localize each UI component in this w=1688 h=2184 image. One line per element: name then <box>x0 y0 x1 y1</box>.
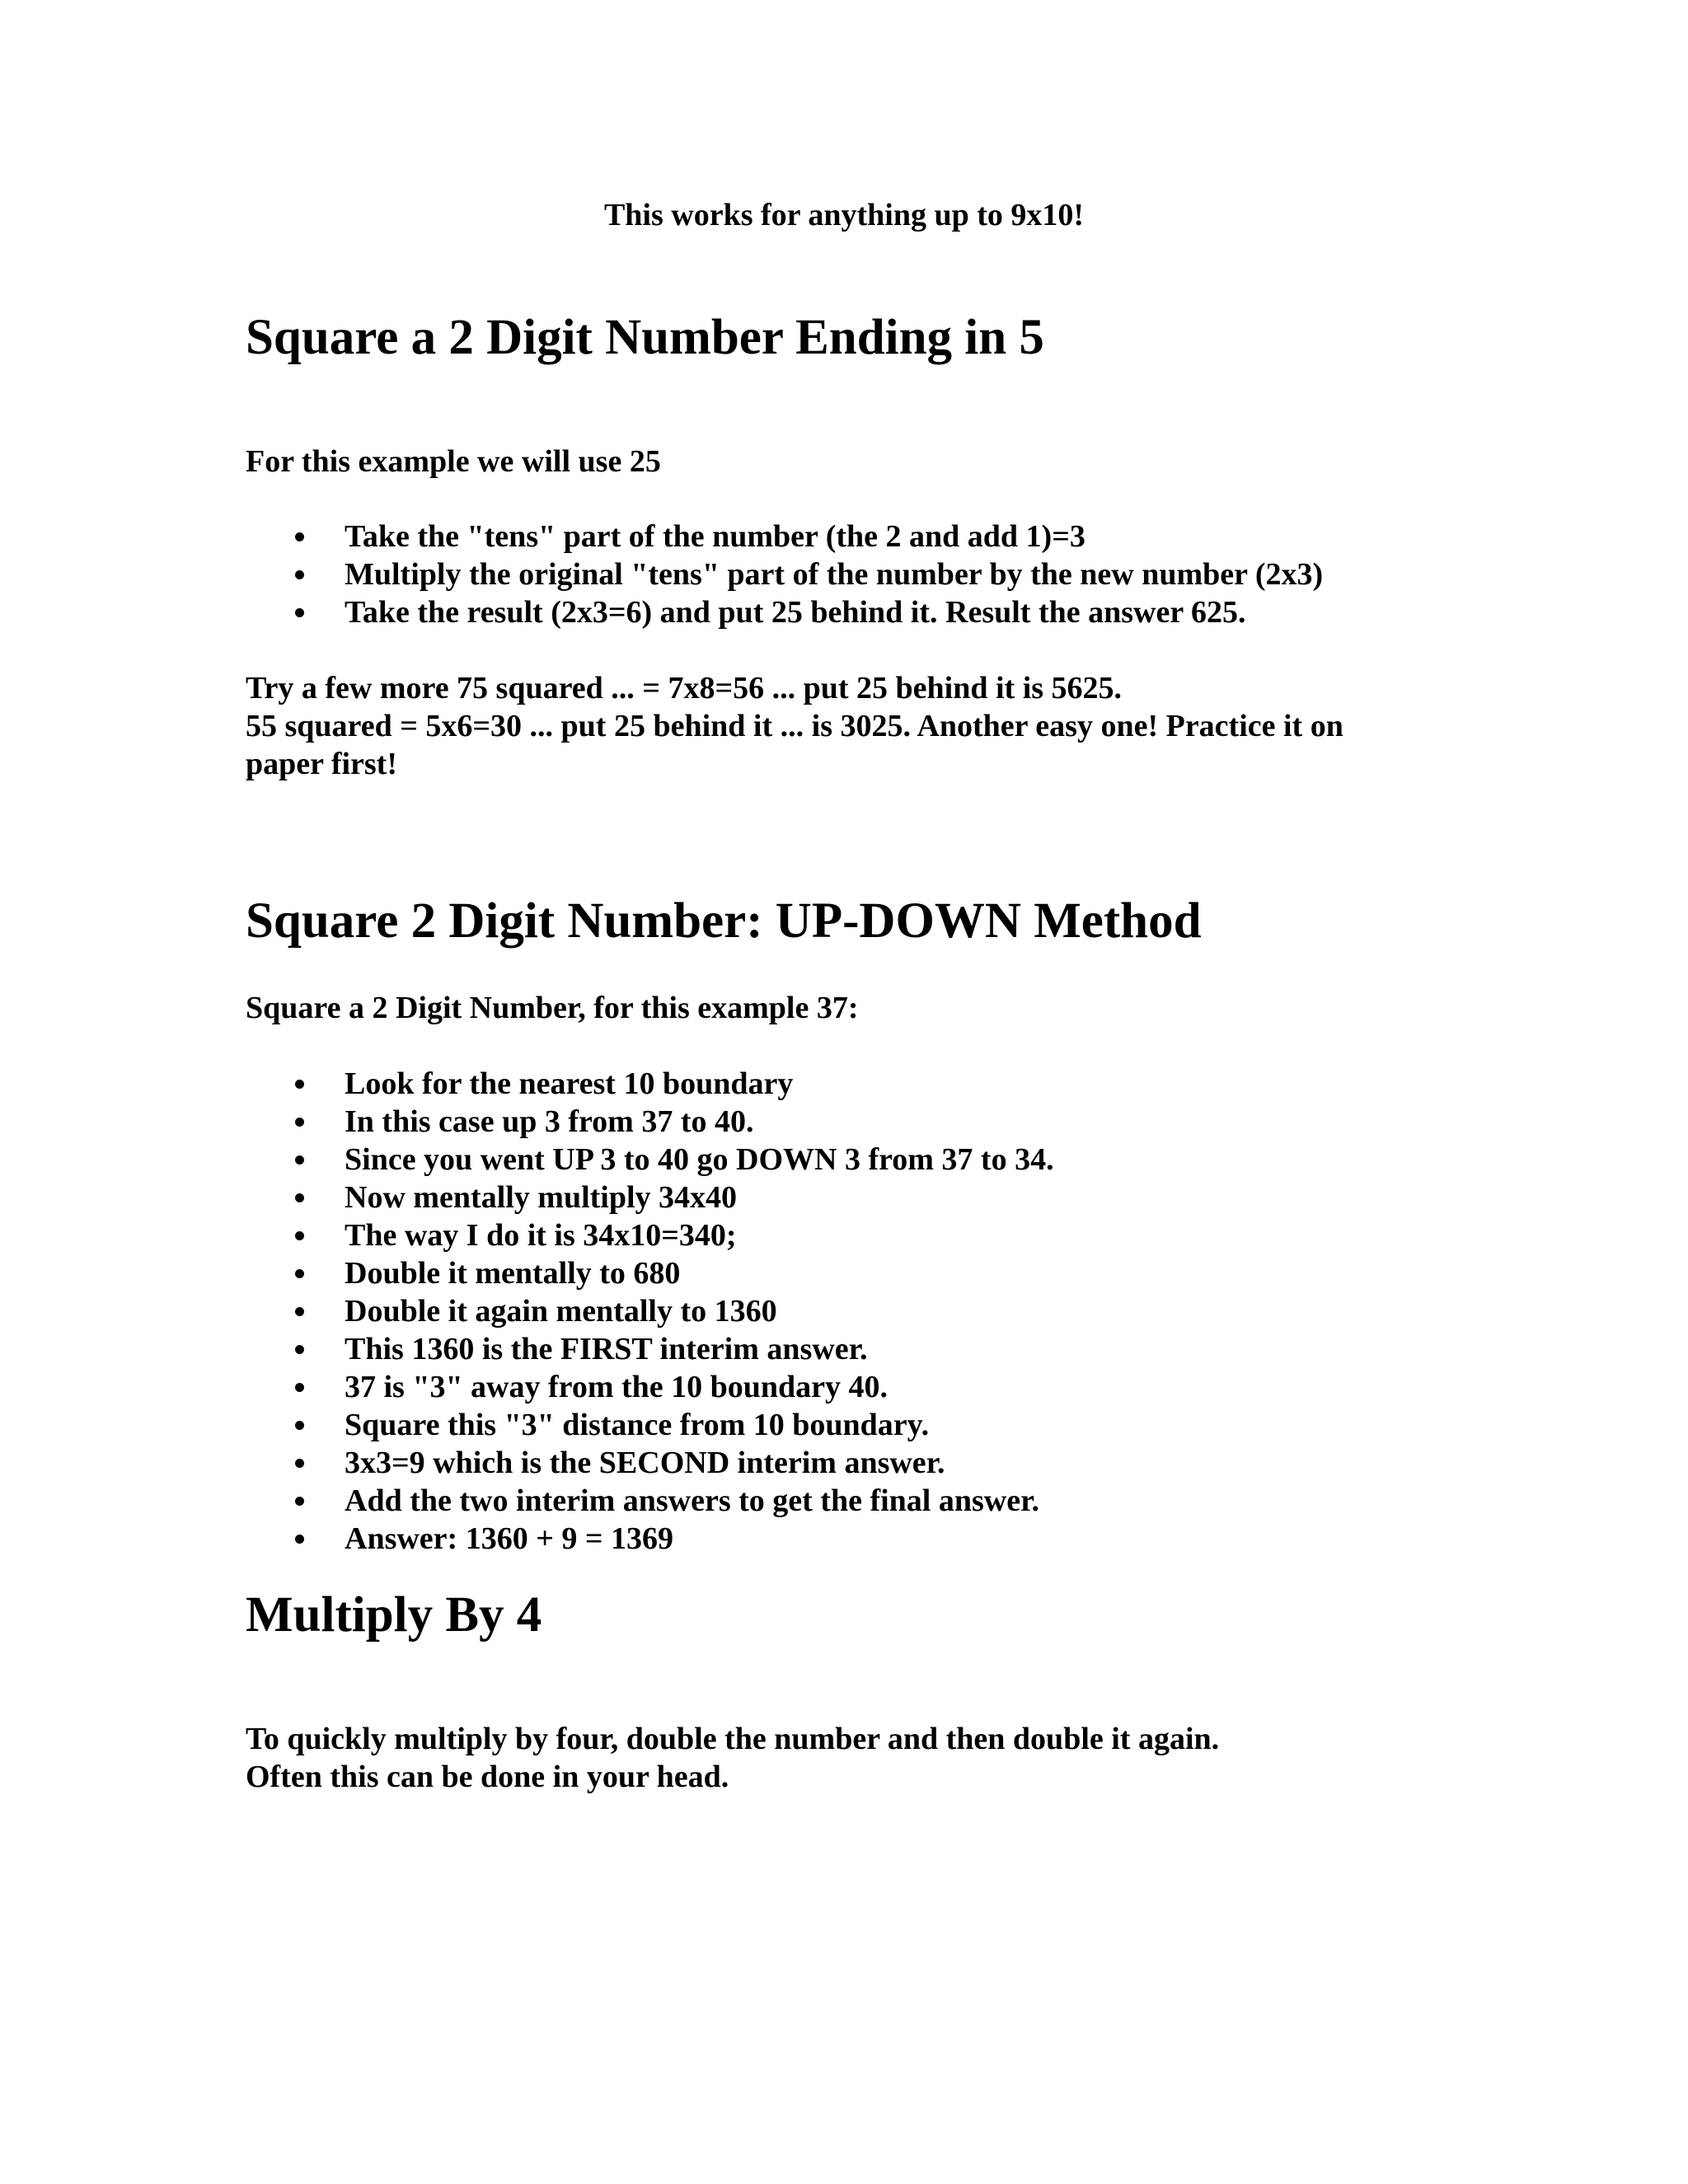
list-item: Add the two interim answers to get the final answer. <box>246 1482 1441 1520</box>
examples-line: Try a few more 75 squared ... = 7x8=56 ... put 25 behind it is 5625. <box>246 671 1123 705</box>
bullet-icon <box>295 1269 304 1278</box>
section2-bullet-list <box>246 1065 1441 1558</box>
body-line: Often this can be done in your head. <box>246 1760 729 1794</box>
list-item: Take the "tens" part of the number (the 2 and add 1)=3 <box>246 518 1441 555</box>
bullet-icon <box>295 1193 304 1202</box>
section-heading-square-ending-5: Square a 2 Digit Number Ending in 5 <box>246 310 1044 365</box>
bullet-icon <box>295 1459 304 1468</box>
bullet-icon <box>295 1345 304 1354</box>
examples-line: paper first! <box>246 747 397 781</box>
bullet-icon <box>295 608 304 617</box>
bullet-icon <box>295 1497 304 1506</box>
section1-intro: For this example we will use 25 <box>246 444 661 479</box>
section1-examples <box>246 669 1441 783</box>
list-item: Take the result (2x3=6) and put 25 behind it. Result the answer 625. <box>246 593 1441 631</box>
intro-line: This works for anything up to 9x10! <box>603 198 1085 232</box>
body-line: To quickly multiply by four, double the number and then double it again. <box>246 1722 1220 1756</box>
bullet-icon <box>295 1383 304 1392</box>
section3-body <box>246 1720 1441 1796</box>
bullet-icon <box>295 532 304 541</box>
list-item: Since you went UP 3 to 40 go DOWN 3 from 37 to 34. <box>246 1141 1441 1179</box>
bullet-icon <box>295 1155 304 1165</box>
list-item: 3x3=9 which is the SECOND interim answer. <box>246 1444 1441 1482</box>
section2-intro: Square a 2 Digit Number, for this example 37: <box>246 991 859 1025</box>
bullet-icon <box>295 570 304 579</box>
list-item: Square this "3" distance from 10 boundary. <box>246 1406 1441 1444</box>
list-item: Multiply the original "tens" part of the number by the new number (2x3) <box>246 555 1441 593</box>
section1-bullet-list <box>246 518 1441 631</box>
bullet-icon <box>295 1118 304 1127</box>
bullet-icon <box>295 1535 304 1544</box>
list-item: Look for the nearest 10 boundary <box>246 1065 1441 1103</box>
list-item: The way I do it is 34x10=340; <box>246 1216 1441 1254</box>
list-item: This 1360 is the FIRST interim answer. <box>246 1330 1441 1368</box>
list-item: Now mentally multiply 34x40 <box>246 1179 1441 1216</box>
bullet-icon <box>295 1231 304 1240</box>
list-item: In this case up 3 from 37 to 40. <box>246 1103 1441 1141</box>
section-heading-up-down-method: Square 2 Digit Number: UP-DOWN Method <box>246 893 1202 949</box>
list-item: Double it again mentally to 1360 <box>246 1292 1441 1330</box>
list-item: 37 is "3" away from the 10 boundary 40. <box>246 1368 1441 1406</box>
section-heading-multiply-by-4: Multiply By 4 <box>246 1587 542 1643</box>
list-item: Answer: 1360 + 9 = 1369 <box>246 1520 1441 1558</box>
bullet-icon <box>295 1307 304 1316</box>
bullet-icon <box>295 1421 304 1430</box>
examples-line: 55 squared = 5x6=30 ... put 25 behind it ... is 3025. Another easy one! Practice it on <box>246 709 1343 743</box>
bullet-icon <box>295 1080 304 1089</box>
list-item: Double it mentally to 680 <box>246 1254 1441 1292</box>
